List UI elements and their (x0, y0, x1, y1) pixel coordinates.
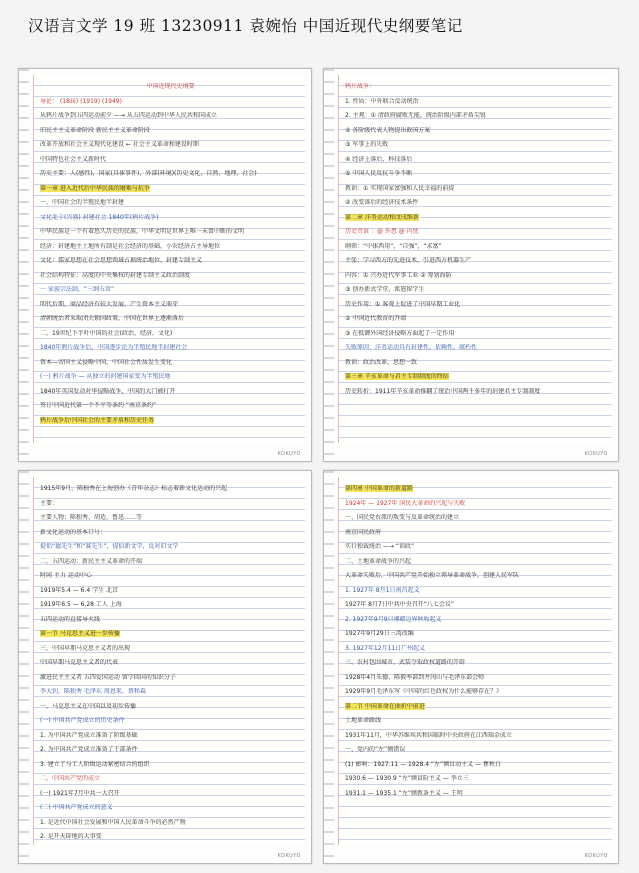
note-line: ② 改变落后的经济技术条件 (345, 199, 419, 206)
note-line: 1919年5.4 — 6.4 学生 北京 (40, 586, 118, 594)
notebook-binding (324, 69, 334, 461)
notebook-photo-3 (18, 470, 312, 864)
note-line: 失败原因：洋务运动具有封建性，依赖性，腐朽性 (345, 344, 478, 351)
note-line: 纲领：“中体西用”，“自强”，“求富” (345, 242, 442, 250)
note-line: 历史转折：1911年辛亥革命推翻了统治中国两千多年的封建君主专制制度 (345, 387, 541, 395)
note-line: 中国早期马克思主义者的代表 (40, 659, 119, 666)
note-line: 李大钊，陈独秀 毛泽东 周恩来，蔡和森 (40, 688, 146, 695)
note-line: 1927年 8月7日中共中央召开“八七会议” (345, 601, 455, 608)
note-line: 三、中国早期马克思主义者的出现 (40, 644, 131, 652)
highlighted-text: 第三章 辛亥革命与君主专制制度的终结 (345, 373, 449, 380)
note-line: 五四运动的直接导火线 (40, 615, 101, 623)
note-line: 教训：政治改革，思想一致 (345, 358, 418, 366)
notebook-brand: KOKUYO (584, 451, 608, 457)
highlighted-text: 鸦片战争后中国社会的主要矛盾和历史任务 (40, 416, 155, 424)
note-line: 1. 1927年 8月1日南昌起义 (345, 586, 420, 594)
note-line: (二) 中国共产党成立的意义 (40, 804, 113, 811)
note-line: 2. 为中国共产党成立准备了干部条件 (40, 746, 138, 753)
notebook-binding (19, 69, 29, 461)
note-line: 清朝统治者采取闭关锁国政策，中国在世界上逐渐落后 (40, 315, 185, 322)
note-line: 二、土地革命战争的兴起 (345, 557, 412, 565)
notebook-page-4 (338, 477, 612, 845)
note-line: 二、19世纪下半叶中国的社会(政治，经济，文化) (40, 329, 173, 337)
notebook-brand: KOKUYO (584, 853, 608, 859)
note-line: 鸦片战争： (345, 83, 376, 90)
note-line: 实行独裁统治 —→ “训政” (345, 543, 415, 550)
note-line: ⑤ 中国人民反抗斗争不断 (345, 170, 413, 177)
note-line: 主要人物：陈独秀、胡适、鲁迅……等 (40, 514, 143, 521)
note-line: 2. 1927年9月9日湘赣边界秋收起义 (345, 615, 442, 623)
note-line: 3. 建立了与工人阶级运动紧密结合的组织 (40, 760, 150, 768)
note-line: 改革开放和社会主义现代化建设 ← 社会主义革命和建设时期 (40, 141, 199, 148)
note-line: 历史作用：① 客观上促进了中国早期工业化 (345, 300, 461, 308)
highlighted-text: 第二节 中国革命在曲折中前进 (345, 702, 425, 710)
note-line: 1931年11月，中华苏维埃共和国临时中央政府在江西瑞金成立 (345, 731, 512, 739)
note-line: 历史主要：人(感性)，国家(具体事件)，外部(环境)(历史文化、自然、地理、社会) (40, 170, 257, 177)
note-line: 从鸦片战争到五四运动前夕 —→ 从五四运动到中华人民共和国成立 (40, 112, 217, 119)
note-line: 文化：儒家思想在社会思想领域占据统治地位，封建专制主义 (40, 257, 203, 264)
note-line: 一 家族宗法制，“三纲五常” (40, 286, 115, 293)
note-line: 历史背景 ：@ 外患 @ 内忧 (345, 228, 419, 235)
note-line: 2. 是开天辟地的大事变 (40, 833, 102, 840)
note-line: 南京国民政府 (345, 528, 382, 536)
note-line: 社会结构特征：高度的中央集权的封建专制主义政治制度 (40, 271, 191, 279)
highlighted-text: 第一节 马克思主义进一步传播 (40, 630, 120, 637)
note-line (40, 630, 301, 638)
notebook-binding (19, 471, 29, 863)
note-line (345, 485, 608, 493)
notebook-brand: KOKUYO (277, 853, 301, 859)
note-line: 中华民族是一个有着悠久历史的民族，中华文明是世界上唯一未曾中断的文明 (40, 228, 245, 235)
note-line: ③ 在抵御外国经济侵略方面起了一定作用 (345, 329, 455, 337)
note-line: 提倡“德先生”和“赛先生”，提倡新文学，反对旧文学 (40, 543, 179, 550)
note-line: 一、中国社会的半殖民地半封建 (40, 199, 125, 206)
note-line: ④ 经济上落后，科技落后 (345, 155, 413, 163)
note-line: (1) 影响：1927.11 — 1928.4 “左”倾盲动主义 — 瞿秋白 (345, 760, 501, 768)
note-line: 1931.1 — 1935.1 “左”倾教条主义 — 王明 (345, 789, 463, 797)
note-line: 1924年 — 1927年 国民大革命的兴起与失败 (345, 499, 466, 507)
note-line: (一) 1921年7月中共一大召开 (40, 789, 120, 797)
note-line: 1915年9月，陈独秀在上海创办《青年杂志》标志着新文化运动的兴起 (40, 485, 228, 492)
highlighted-text: 第一章 进入近代后中华民族的磨难与抗争 (40, 184, 150, 192)
note-line: 1930.6 — 1930.9 “左”倾冒险主义 — 李立三 (345, 775, 469, 782)
note-line: (一) 鸦片战争 — 从独立的封建国家变为半殖民地 (40, 373, 171, 380)
note-line: 时间 主力 运动中心 (40, 572, 92, 579)
notebook-page-1 (33, 75, 305, 443)
highlighted-text: 第二章 洋务运动和戊戌维新 (345, 213, 419, 221)
note-line: ③ 创办新式学堂，派遣留学生 (345, 286, 425, 293)
note-line: 大革命失败后，中国共产党开始独立领导革命战争，创建人民军队 (345, 572, 520, 579)
note-line (345, 373, 608, 381)
note-line: 激进民主主义者 五四爱国运动 留学回国的知识分子 (40, 673, 176, 681)
document-title: 汉语言文学 19 班 13230911 袁婉怡 中国近现代史纲要笔记 (28, 17, 463, 35)
notebook-binding (324, 471, 334, 863)
notebook-page-2 (338, 75, 612, 443)
note-line: 主张：学习西方的先进技术，引进西方机器生产 (345, 257, 472, 264)
note-line (345, 214, 608, 222)
note-line: 二、五四运动：新民主主义革命的开端 (40, 557, 143, 565)
note-line: 导论： (18届) (1919) (1949) (40, 97, 122, 105)
note-line: 1. 为中国共产党成立准备了阶级基础 (40, 731, 138, 739)
note-line: 教训：① 实现国家富强和人民幸福的前提 (345, 184, 455, 192)
note-line: 1. 是近代中国社会发展和中国人民革命斗争的必然产物 (40, 818, 186, 826)
note-line: 主要： (40, 499, 59, 507)
note-line: 一、马克思主义在中国以及初步传播 (40, 702, 137, 710)
note-line: 3. 1927年12月11日广州起义 (345, 644, 426, 652)
note-line: 一、国民党右派的叛变与反革命统治的建立 (345, 514, 460, 521)
note-line: 经济：封建地主土地所有制是社会经济的基础，小农经济占主导地位 (40, 242, 221, 250)
note-line: 签订中国近代第一个不平等条约 “南京条约” (40, 402, 157, 409)
note-line: 明代后期，商品经济有较大发展，产生资本主义萌芽 (40, 300, 179, 308)
note-line: 旧民主主义革命阶段 新民主主义革命阶段 (40, 126, 150, 134)
note-line (40, 185, 301, 193)
note-line: 土地革命路线 (345, 717, 382, 724)
notebook-brand: KOKUYO (277, 451, 301, 457)
note-line (40, 417, 301, 425)
note-line: 三、农村包围城市，武装夺取政权道路的开辟 (345, 659, 466, 666)
note-line: 二、中国共产党的成立 (40, 775, 101, 782)
note-line: 1. 性质：中外联合反动统治 (345, 97, 419, 105)
note-line: 一、党内的“左”倾错误 (345, 746, 406, 753)
note-line: 中国近现代史纲要 (146, 83, 195, 90)
note-line: 1840年英国发动对华侵略战争，中国的大门被打开 (40, 387, 176, 395)
notebook-photo-1 (18, 68, 312, 462)
notebook-page-3 (33, 477, 305, 845)
note-line: ② 各阶级代表人物提出救国方案 (345, 126, 431, 134)
notebook-photo-2 (323, 68, 619, 462)
note-line: 文化处于(兴盛) 封建社会 1840年(鸦片战争) (40, 213, 159, 221)
note-line: 资本—帝国主义侵略中国，中国社会性质发生变化 (40, 358, 173, 366)
note-line: ③ 军事上的失败 (345, 141, 389, 148)
note-line: 新文化运动的基本口号： (40, 528, 107, 536)
note-line: 1840年鸦片战争后，中国逐步沦为半殖民地半封建社会 (40, 344, 188, 351)
note-line (345, 703, 608, 711)
highlighted-text: 第四章 中国革命的新道路 (345, 485, 413, 492)
note-line: ② 中国近代教育的开端 (345, 315, 407, 322)
notebook-photo-4 (323, 470, 619, 864)
note-line: 1919年6.5 — 6.28 工人 上海 (40, 601, 122, 608)
note-line: 2. 主观：① 清政府腐败无能，统治阶级内部矛盾尖锐 (345, 112, 486, 119)
note-line: 1927年9月29日三湾改编 (345, 630, 414, 637)
note-line: 1928年4月朱德、陈毅率部到井冈山与毛泽东部会师 (345, 673, 485, 681)
note-line: 内容：① 兴办近代军事工业 ② 筹划海防 (345, 271, 452, 279)
note-line: (一) 中国共产党成立的历史条件 (40, 717, 125, 724)
note-line: 中国特色社会主义新时代 (40, 155, 107, 163)
note-line: 1929年9月毛泽东写《中国的红色政权为什么能够存在？》 (345, 688, 503, 695)
